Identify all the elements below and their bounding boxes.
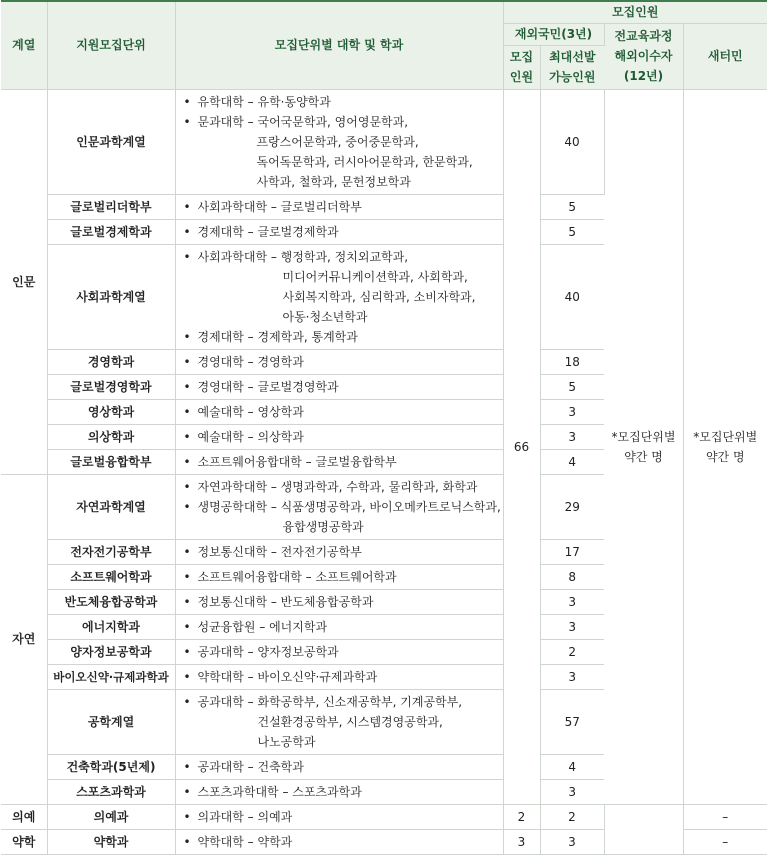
abroad-max: 3 [540,664,604,689]
unit-name: 바이오신약·규제과학과 [47,664,175,689]
header-full-course: 전교육과정 해외이수자 (12년) [604,23,683,89]
unit-name: 글로벌경제학과 [47,219,175,244]
category-pharmacy: 약학 [1,829,47,854]
header-recruit: 모집인원 [503,1,767,23]
abroad-max: 3 [540,399,604,424]
abroad-max: 2 [540,804,604,829]
defector-dash: – [683,804,767,829]
dept-list: • 공과대학 – 화학공학부, 신소재공학부, 기계공학부, 건설환경공학부, 시스템경영공학과, 나노공학과 [175,689,503,754]
abroad-max: 2 [540,639,604,664]
abroad-max: 4 [540,754,604,779]
abroad-count: 3 [503,829,540,854]
abroad-max: 18 [540,349,604,374]
abroad-max: 40 [540,89,604,194]
unit-name: 전자전기공학부 [47,539,175,564]
abroad-max: 17 [540,539,604,564]
abroad-count: 2 [503,804,540,829]
admission-quota-table [1,0,767,855]
header-unit: 지원모집단위 [47,1,175,89]
unit-name: 공학계열 [47,689,175,754]
dept-list: • 약학대학 – 약학과 [175,829,503,854]
header-defector: 새터민 [683,23,767,89]
unit-name: 글로벌융합학부 [47,449,175,474]
defector-dash: – [683,829,767,854]
dept-list: • 예술대학 – 영상학과 [175,399,503,424]
dept-list: • 사회과학대학 – 행정학과, 정치외교학과, 미디어커뮤니케이션학과, 사회학과, 사회복지학과, 심리학과, 소비자학과, 아동·청소년학과 • 경제대학 – 경제학과, 통계학과 [175,244,503,349]
abroad-max: 57 [540,689,604,754]
unit-name: 스포츠과학과 [47,779,175,804]
dept-list: • 경영대학 – 경영학과 [175,349,503,374]
abroad-max: 29 [540,474,604,539]
unit-name: 양자정보공학과 [47,639,175,664]
abroad-max: 3 [540,424,604,449]
full-course-empty [604,804,683,854]
dept-list: • 스포츠과학대학 – 스포츠과학과 [175,779,503,804]
unit-name: 에너지학과 [47,614,175,639]
header-depts: 모집단위별 대학 및 학과 [175,1,503,89]
unit-name: 의예과 [47,804,175,829]
abroad-max: 3 [540,779,604,804]
dept-list: • 소프트웨어융합대학 – 글로벌융합학부 [175,449,503,474]
dept-list: • 정보통신대학 – 전자전기공학부 [175,539,503,564]
unit-name: 약학과 [47,829,175,854]
abroad-max: 5 [540,194,604,219]
dept-list: • 사회과학대학 – 글로벌리더학부 [175,194,503,219]
header-abroad-count: 모집 인원 [503,45,540,89]
dept-list: • 약학대학 – 바이오신약·규제과학과 [175,664,503,689]
category-science: 자연 [1,474,47,804]
dept-list: • 성균융합원 – 에너지학과 [175,614,503,639]
dept-list: • 정보통신대학 – 반도체융합공학과 [175,589,503,614]
dept-list: • 자연과학대학 – 생명과학과, 수학과, 물리학과, 화학과 • 생명공학대학 – 식품생명공학과, 바이오메카트로닉스학과, 융합생명공학과 [175,474,503,539]
abroad-max: 8 [540,564,604,589]
abroad-max: 3 [540,614,604,639]
abroad-max: 40 [540,244,604,349]
unit-name: 인문과학계열 [47,89,175,194]
category-humanities: 인문 [1,89,47,474]
dept-list: • 의과대학 – 의예과 [175,804,503,829]
abroad-max: 4 [540,449,604,474]
dept-list: • 예술대학 – 의상학과 [175,424,503,449]
abroad-max: 3 [540,829,604,854]
unit-name: 글로벌경영학과 [47,374,175,399]
category-premed: 의예 [1,804,47,829]
unit-name: 사회과학계열 [47,244,175,349]
unit-name: 경영학과 [47,349,175,374]
defector-note: *모집단위별 약간 명 [683,89,767,804]
dept-list: • 경영대학 – 글로벌경영학과 [175,374,503,399]
dept-list: • 유학대학 – 유학·동양학과 • 문과대학 – 국어국문학과, 영어영문학과, 프랑스어문학과, 중어중문학과, 독어독문학과, 러시아어문학과, 한문학과, 사학과, 철학과, 문헌정보학과 [175,89,503,194]
abroad-count-shared: 66 [503,89,540,804]
abroad-max: 5 [540,219,604,244]
unit-name: 글로벌리더학부 [47,194,175,219]
header-abroad-max: 최대선발 가능인원 [540,45,604,89]
header-abroad: 재외국민(3년) [503,23,604,45]
unit-name: 영상학과 [47,399,175,424]
full-course-note: *모집단위별 약간 명 [604,89,683,804]
unit-name: 소프트웨어학과 [47,564,175,589]
dept-list: • 경제대학 – 글로벌경제학과 [175,219,503,244]
unit-name: 의상학과 [47,424,175,449]
unit-name: 건축학과(5년제) [47,754,175,779]
header-category: 계열 [1,1,47,89]
dept-list: • 소프트웨어융합대학 – 소프트웨어학과 [175,564,503,589]
abroad-max: 3 [540,589,604,614]
dept-list: • 공과대학 – 양자정보공학과 [175,639,503,664]
dept-list: • 공과대학 – 건축학과 [175,754,503,779]
unit-name: 자연과학계열 [47,474,175,539]
unit-name: 반도체융합공학과 [47,589,175,614]
abroad-max: 5 [540,374,604,399]
